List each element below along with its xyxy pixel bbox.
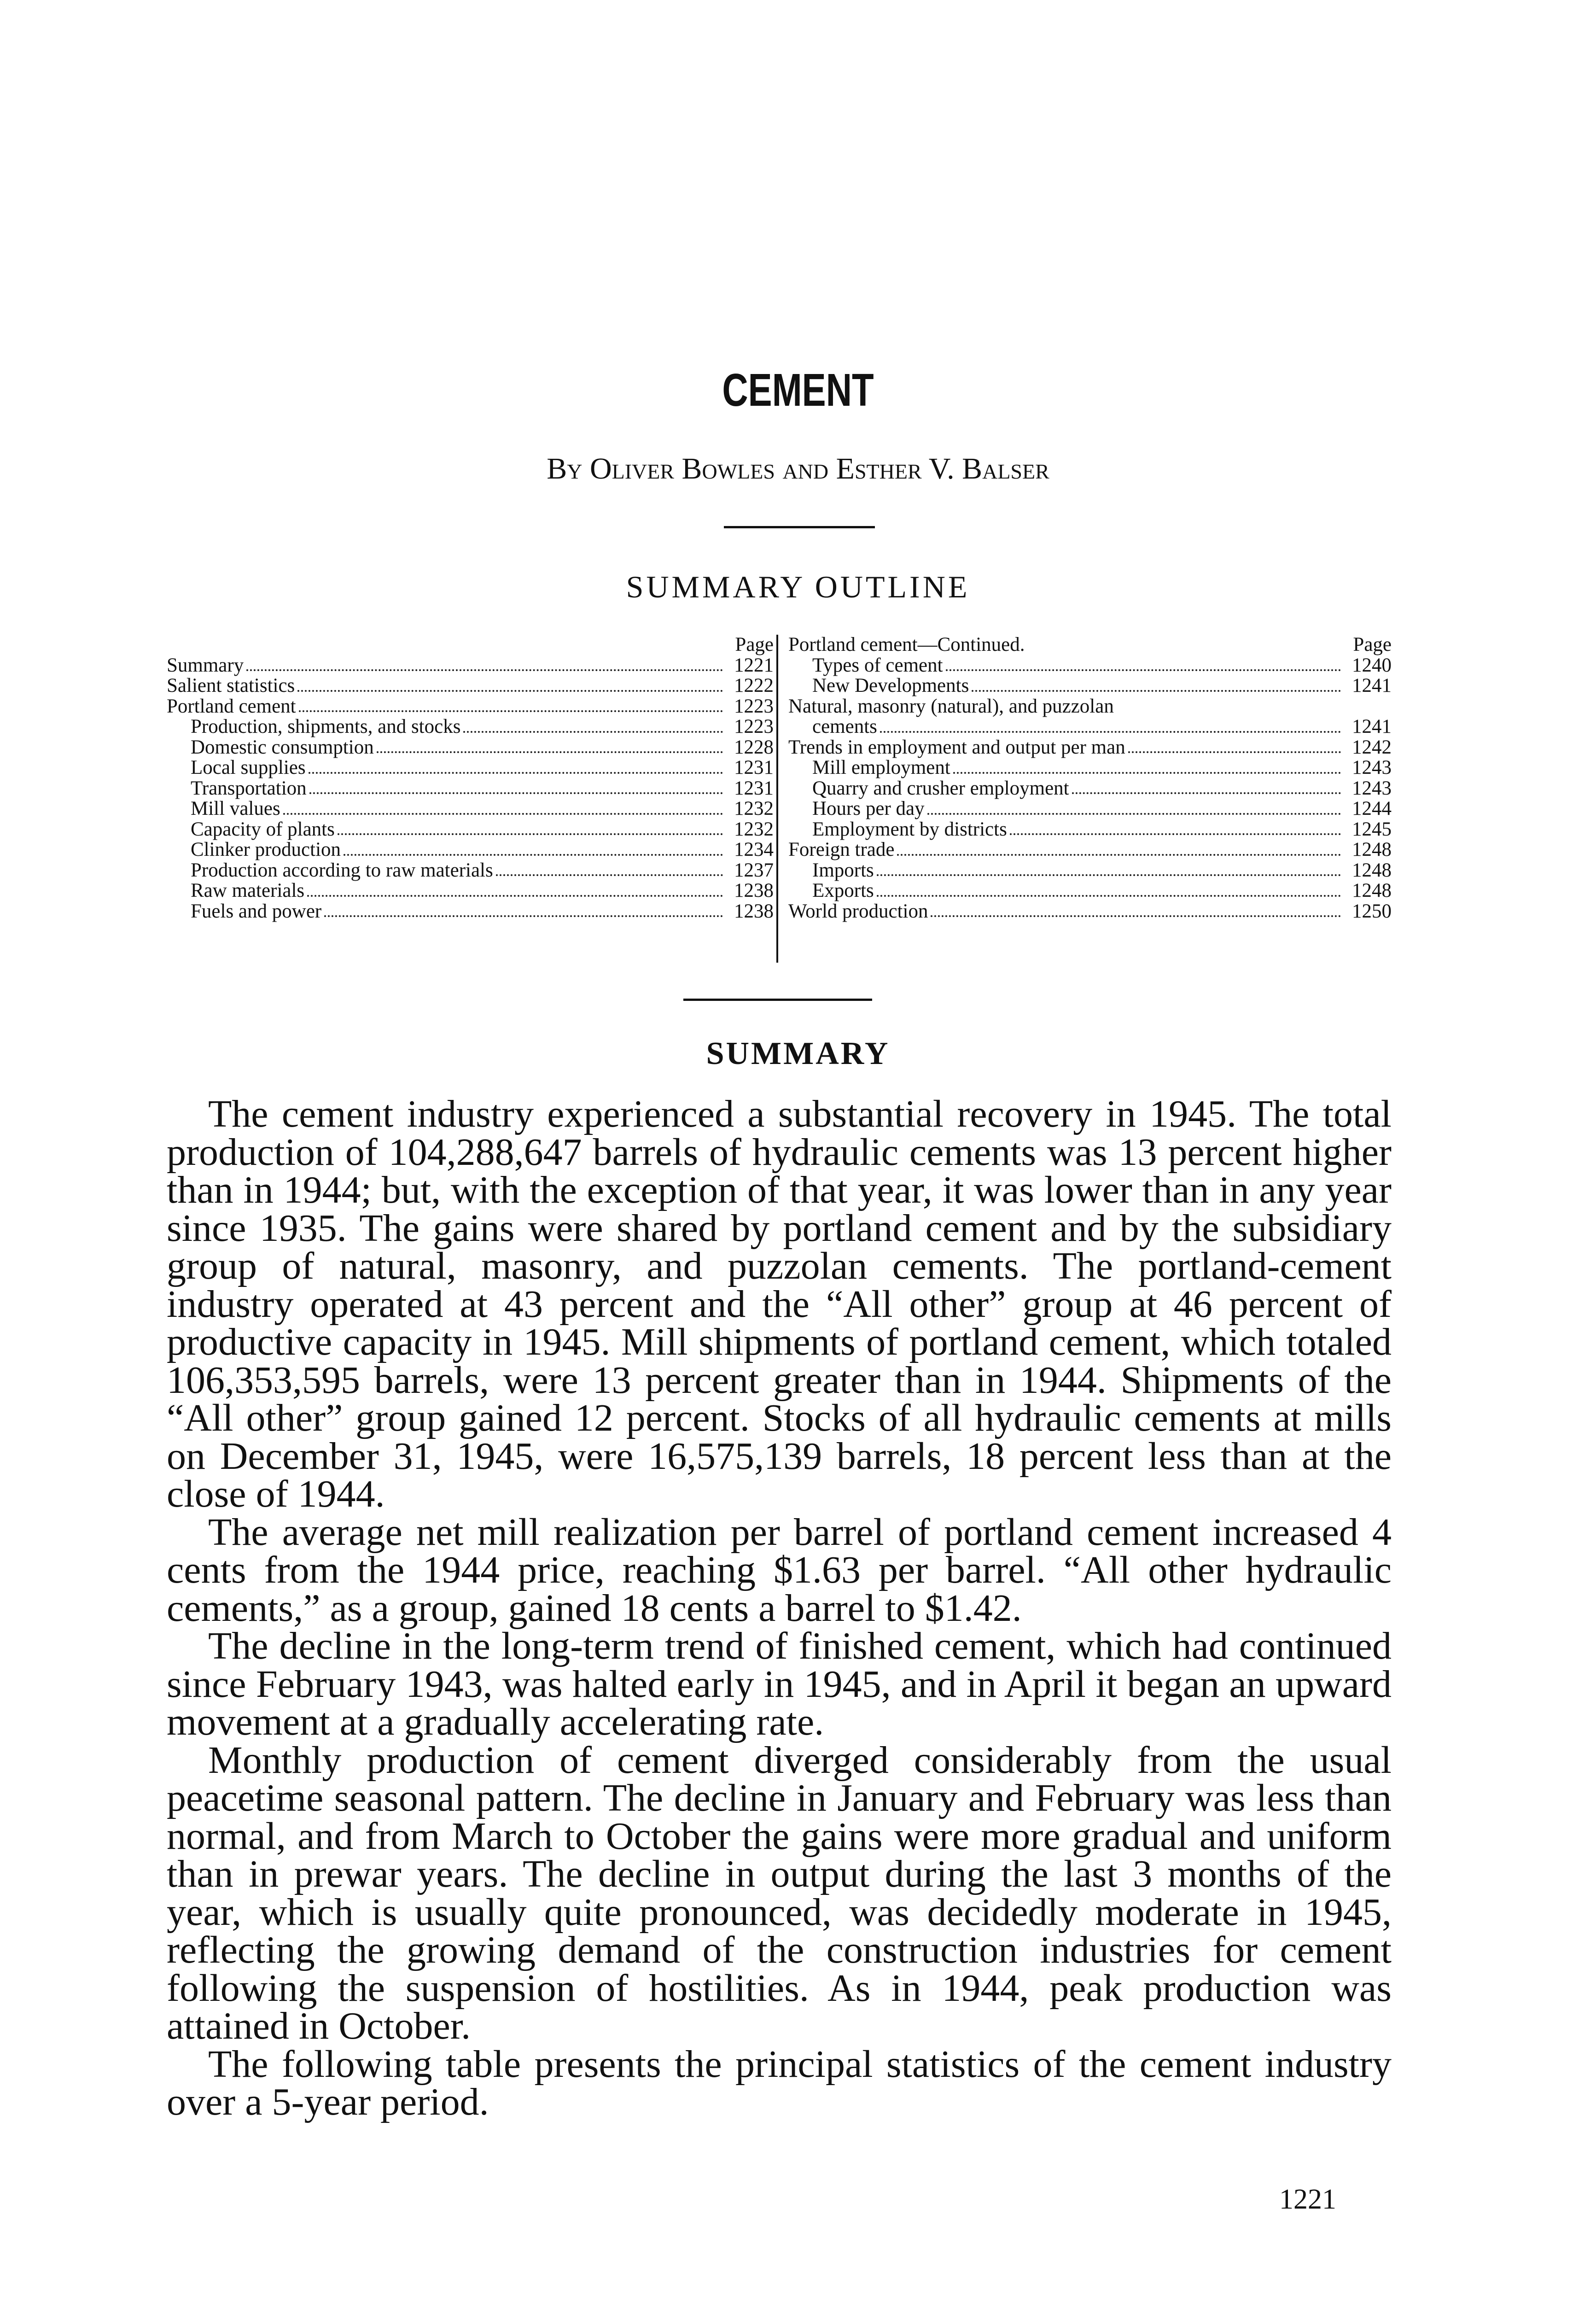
summary-outline xyxy=(167,635,1392,963)
outline-entry xyxy=(167,840,774,860)
byline: By Oliver Bowles and Esther V. Balser xyxy=(547,452,1049,485)
outline-entry-page: 1242 xyxy=(1352,736,1392,758)
dot-leader xyxy=(880,731,1341,733)
summary-paragraph: Monthly production of cement diverged considerably from the usual peacetime seasonal pattern. The decline in January and February was less than normal, and from March to October the gains were more gradual and uniform than in prewar years. The decline in output during the last 3 months of the year, which is usually quite pronounced, was decidedly moderate in 1945, reflecting the growing demand of the construction industries for cement following the suspension of hostilities. As in 1944, peak production was attained in October. xyxy=(167,1738,1392,2047)
outline-entry-page: 1234 xyxy=(734,839,774,860)
page-number: 1221 xyxy=(1279,2184,1336,2215)
outline-entry-label: Salient statistics xyxy=(167,675,295,696)
outline-entry-label: Production, shipments, and stocks xyxy=(191,716,461,737)
dot-leader xyxy=(246,669,723,671)
outline-entry-label: Employment by districts xyxy=(812,818,1007,840)
outline-entry xyxy=(167,676,774,696)
summary-body xyxy=(167,1095,1392,2122)
dot-leader xyxy=(309,792,723,794)
outline-entry-page: 1244 xyxy=(1352,798,1392,819)
dot-leader xyxy=(897,854,1341,856)
outline-entry-page: 1250 xyxy=(1352,900,1392,922)
dot-leader xyxy=(1128,751,1341,753)
outline-entry-page: 1223 xyxy=(734,716,774,737)
outline-entry xyxy=(167,717,774,737)
outline-entry-page: 1241 xyxy=(1352,716,1392,737)
outline-entry-label: Hours per day xyxy=(812,798,925,819)
outline-entry-label: Exports xyxy=(812,880,874,901)
dot-leader xyxy=(299,710,723,712)
page-column-label: Page xyxy=(1353,634,1392,655)
dot-leader xyxy=(946,669,1341,671)
outline-entry-page: 1231 xyxy=(734,777,774,799)
summary-paragraph: The following table presents the principal statistics of the cement industry over a 5-year period. xyxy=(167,2042,1392,2123)
outline-entry xyxy=(167,778,774,799)
dot-leader xyxy=(463,731,723,733)
outline-entry-label: Production according to raw materials xyxy=(191,859,493,881)
outline-entry-page: 1222 xyxy=(734,675,774,696)
outline-entry xyxy=(788,901,1392,922)
outline-entry-label: Clinker production xyxy=(191,839,341,860)
outline-entry-label: Natural, masonry (natural), and puzzolan xyxy=(788,695,1114,717)
page-title: CEMENT xyxy=(722,364,874,416)
outline-entry-label: Fuels and power xyxy=(191,900,322,922)
outline-entry-page: 1241 xyxy=(1352,675,1392,696)
outline-entry xyxy=(788,655,1392,676)
outline-entry-page: 1228 xyxy=(734,736,774,758)
dot-leader xyxy=(953,772,1341,774)
outline-entry-label: Capacity of plants xyxy=(191,818,335,840)
dot-leader xyxy=(307,895,723,897)
outline-entry-page: 1232 xyxy=(734,818,774,840)
outline-entry-page: 1248 xyxy=(1352,859,1392,881)
outline-left-header xyxy=(167,635,774,655)
outline-entry-label: Portland cement xyxy=(167,695,296,717)
summary-heading: SUMMARY xyxy=(706,1036,890,1071)
outline-entry xyxy=(167,860,774,881)
summary-paragraph: The average net mill realization per barrel of portland cement increased 4 cents from the 1944 price, reaching $1.63 per barrel. “All other hydraulic cements,” as a group, gained 18 cents a barrel to $1.42. xyxy=(167,1510,1392,1630)
dot-leader xyxy=(927,813,1341,815)
outline-entry-page: 1221 xyxy=(734,654,774,676)
outline-entry-label: Foreign trade xyxy=(788,839,895,860)
outline-entry-page: 1240 xyxy=(1352,654,1392,676)
outline-entry-page: 1223 xyxy=(734,695,774,717)
outline-entry-label: World production xyxy=(788,900,928,922)
outline-entry xyxy=(788,758,1392,778)
outline-right-column xyxy=(788,635,1392,922)
outline-entry-label: Quarry and crusher employment xyxy=(812,777,1069,799)
outline-entry-label: Types of cement xyxy=(812,654,943,676)
outline-entry-label: Mill employment xyxy=(812,757,950,778)
outline-entry-page: 1243 xyxy=(1352,757,1392,778)
outline-entry xyxy=(167,799,774,819)
title-divider xyxy=(724,526,875,528)
outline-entry-label: cements xyxy=(812,716,877,737)
dot-leader xyxy=(338,833,723,835)
dot-leader xyxy=(1010,833,1341,835)
outline-entry xyxy=(788,676,1392,696)
dot-leader xyxy=(377,751,723,753)
outline-entry-label: Summary xyxy=(167,654,244,676)
outline-entry xyxy=(788,799,1392,819)
section-divider xyxy=(683,999,872,1001)
dot-leader xyxy=(496,874,723,876)
outline-entry-label: Transportation xyxy=(191,777,307,799)
outline-heading: SUMMARY OUTLINE xyxy=(626,569,970,604)
outline-entry-page: 1248 xyxy=(1352,880,1392,901)
outline-entry-page: 1245 xyxy=(1352,818,1392,840)
dot-leader xyxy=(1072,792,1341,794)
outline-entry-label: Imports xyxy=(812,859,874,881)
dot-leader xyxy=(877,895,1341,897)
dot-leader xyxy=(324,915,723,917)
outline-entry xyxy=(167,737,774,758)
outline-entry xyxy=(788,696,1392,717)
dot-leader xyxy=(283,813,723,815)
dot-leader xyxy=(344,854,723,856)
outline-right-list xyxy=(788,655,1392,922)
outline-entry xyxy=(167,696,774,717)
outline-entry xyxy=(788,717,1392,737)
summary-paragraph: The cement industry experienced a substantial recovery in 1945. The total production of 104,288,647 barrels of hydraulic cements was 13 percent higher than in 1944; but, with the exception of that year, it was lower than in any year since 1935. The gains were shared by portland cement and by the subsidiary group of natural, masonry, and puzzolan cements. The portland-cement industry operated at 43 percent and the “All other” group at 46 percent of productive capacity in 1945. Mill shipments of portland cement, which totaled 106,353,595 barrels, were 13 percent greater than in 1944. Shipments of the “All other” group gained 12 percent. Stocks of all hydraulic cements at mills on December 31, 1945, were 16,575,139 barrels, 18 percent less than at the close of 1944. xyxy=(167,1093,1392,1515)
outline-left-list xyxy=(167,655,774,922)
outline-entry-page: 1232 xyxy=(734,798,774,819)
outline-entry-page: 1248 xyxy=(1352,839,1392,860)
dot-leader xyxy=(972,690,1341,692)
outline-entry xyxy=(167,881,774,901)
page-column-label: Page xyxy=(735,634,774,655)
outline-entry xyxy=(167,758,774,778)
outline-entry-page: 1243 xyxy=(1352,777,1392,799)
outline-entry-label: Mill values xyxy=(191,798,280,819)
outline-entry-page: 1238 xyxy=(734,880,774,901)
outline-continued-label: Portland cement—Continued. xyxy=(788,634,1025,655)
dot-leader xyxy=(309,772,723,774)
outline-entry xyxy=(788,860,1392,881)
outline-entry xyxy=(788,819,1392,840)
dot-leader xyxy=(297,690,723,692)
summary-paragraph: The decline in the long-term trend of finished cement, which had continued since February 1943, was halted early in 1945, and in April it began an upward movement at a gradually accelerating rate. xyxy=(167,1625,1392,1743)
dot-leader xyxy=(877,874,1341,876)
outline-entry-label: Local supplies xyxy=(191,757,306,778)
outline-entry xyxy=(788,881,1392,901)
outline-entry-label: Domestic consumption xyxy=(191,736,374,758)
outline-right-header xyxy=(788,635,1392,655)
outline-left-column xyxy=(167,635,774,922)
outline-entry-page: 1238 xyxy=(734,900,774,922)
outline-entry-label: Raw materials xyxy=(191,880,305,901)
outline-entry xyxy=(788,778,1392,799)
dot-leader xyxy=(931,915,1341,917)
outline-entry-page: 1231 xyxy=(734,757,774,778)
outline-entry xyxy=(788,840,1392,860)
outline-entry xyxy=(167,901,774,922)
outline-entry xyxy=(788,737,1392,758)
outline-entry-label: Trends in employment and output per man xyxy=(788,736,1125,758)
outline-column-divider xyxy=(776,635,778,963)
outline-entry xyxy=(167,819,774,840)
outline-entry xyxy=(167,655,774,676)
outline-entry-page: 1237 xyxy=(734,859,774,881)
outline-entry-label: New Developments xyxy=(812,675,969,696)
